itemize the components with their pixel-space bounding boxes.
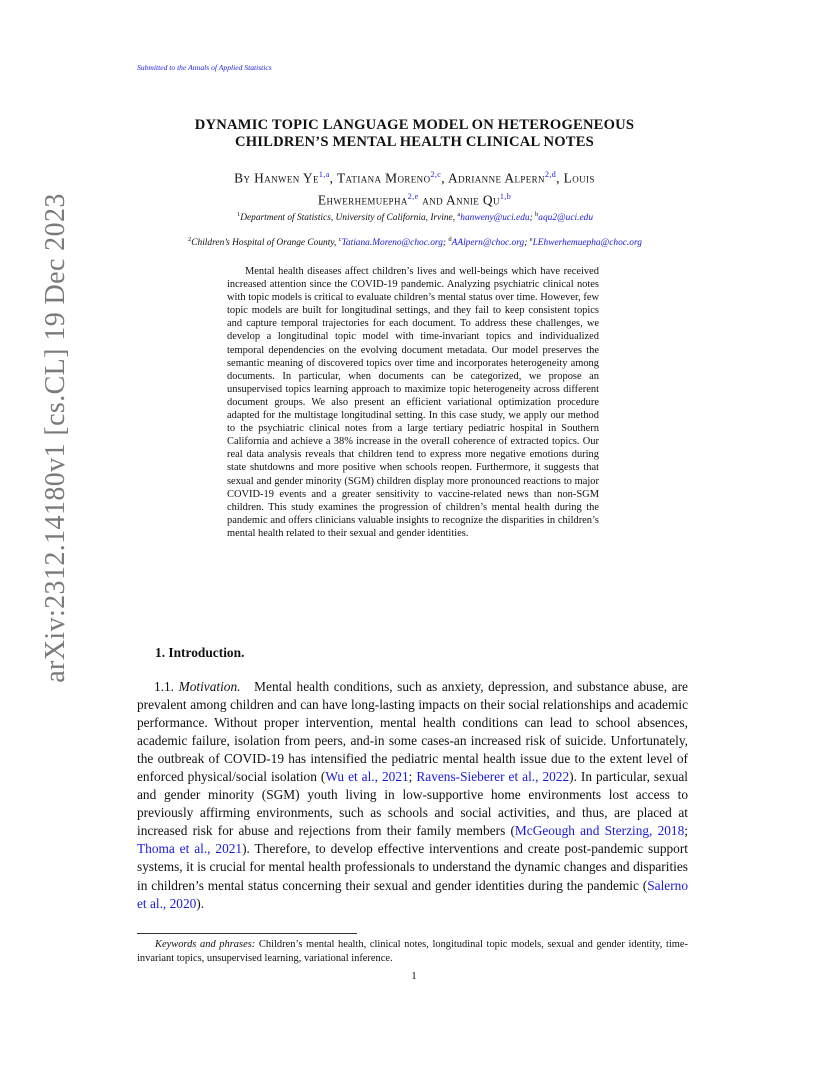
author-ehwerhemuepha-sup[interactable]: 2,e <box>407 192 419 202</box>
affil-2-num: 2 <box>188 236 192 243</box>
affil-2-sup-c: c <box>338 236 342 243</box>
citation-salerno-2020[interactable]: Salerno et al., 2020 <box>137 877 688 911</box>
intro-paragraph <box>137 678 688 913</box>
citation-sep-1: ; <box>408 769 417 785</box>
citation-ravens-sieberer-2022[interactable]: Ravens-Sieberer et al., 2022 <box>416 769 570 785</box>
affil-1-sup-a: a <box>457 211 461 218</box>
affiliation-2 <box>120 236 710 248</box>
affil-2-sep-2: ; <box>524 238 530 249</box>
section-heading-introduction: 1. Introduction. <box>155 645 245 660</box>
citation-thoma-2021[interactable]: Thoma et al., 2021 <box>137 841 243 857</box>
title-line-2: CHILDREN’S MENTAL HEALTH CLINICAL NOTES <box>235 134 594 150</box>
author-ehwerhemuepha: Ehwerhemuepha <box>317 192 408 208</box>
affil-1-sep: ; <box>529 213 536 224</box>
and-label: and <box>422 192 443 208</box>
author-ye-sup[interactable]: 1,a <box>318 170 330 179</box>
email-alpern[interactable]: AAlpern@choc.org <box>451 238 525 249</box>
subsection-title: Motivation. <box>178 679 241 694</box>
affil-2-sep-1: ; <box>442 238 449 249</box>
email-aqu2[interactable]: aqu2@uci.edu <box>538 213 594 224</box>
email-hanweny[interactable]: hanweny@uci.edu <box>460 213 530 224</box>
affil-1-num: 1 <box>236 211 241 218</box>
intro-text-4: ). <box>196 895 205 911</box>
author-ye: Hanwen Ye <box>254 170 319 186</box>
page-number: 1 <box>411 970 417 982</box>
author-list: By Hanwen Ye$^{1,a}$, Tatiana Moreno$^{2,c}$, Adrianne Alpern$^{2,d}$, Louis Ehwerhemuepha$^{2,e}$ and Annie Qu$^{1,b}$ <box>234 170 595 208</box>
affil-2-text: Children’s Hospital of Orange County, <box>191 238 339 249</box>
footnote-divider <box>137 933 357 934</box>
paper-title <box>137 117 692 151</box>
journal-header-note[interactable]: Submitted to the Annals of Applied Statistics <box>137 63 272 72</box>
author-qu-sup[interactable]: 1,b <box>499 192 512 202</box>
author-alpern: Adrianne Alpern <box>448 170 545 186</box>
title-line-1: DYNAMIC TOPIC LANGUAGE MODEL ON HETEROGENEOUS <box>194 117 635 133</box>
keywords-label: Keywords and phrases: <box>155 939 256 950</box>
keywords-text: Children’s mental health, clinical notes, longitudinal topic models, sexual and gender identity, time-invariant topics, unsupervised learning, variational inference. <box>137 939 688 964</box>
author-louis-first: Louis <box>563 170 595 186</box>
citation-sep-2: ; <box>684 823 688 839</box>
affil-1-sup-b: b <box>535 211 539 218</box>
author-moreno: Tatiana Moreno <box>336 170 431 186</box>
affiliation-1 <box>120 211 710 223</box>
email-ehwerhemuepha[interactable]: LEhwerhemuepha@choc.org <box>532 238 642 249</box>
author-alpern-sup[interactable]: 2,d <box>544 170 557 179</box>
affil-1-text: Department of Statistics, University of California, Irvine, <box>240 213 458 224</box>
abstract: Mental health diseases affect children’s lives and well-beings which have received increased attention since the COVID-19 pandemic. Analyzing psychiatric clinical notes with topic models is critical to evaluate children’s mental status over time. However, few topic models are built for longitudinal settings, and they fail to keep consistent topics and capture temporal trajectories for each document. To address these challenges, we develop a longitudinal topic model with time-invariant topics and individualized temporal dependencies on the evolving document metadata. Our model preserves the semantic meaning of discovered topics over time and incorporates heterogeneity among documents. In particular, when documents can be categorized, we propose an unsupervised topics learning approach to maximize topic heterogeneity across different document groups. We also present an efficient variational optimization procedure adapted for the multistage longitudinal setting. In this case study, we apply our method to the psychiatric clinical notes from a large tertiary pediatric hospital in Southern California and achieve a 38% increase in the overall coherence of extracted topics. Our real data analysis reveals that children tend to express more negative emotions during state shutdowns and more positive when schools reopen. Furthermore, it suggests that sexual and gender minority (SGM) children display more pronounced reactions to major COVID-19 events and a greater sensitivity to vaccine-related news than non-SGM children. This study examines the progression of children’s mental health during the pandemic and offers clinicians valuable insights to recognize the disparities in children’s mental health related to their sexual and gender identities. <box>227 266 599 539</box>
intro-text-3: ). Therefore, to develop effective interventions and create post-pandemic support systems, it is crucial for mental health professionals to understand the dynamic changes and disparities in children’s mental status concerning their sexual and gender identities during the pandemic ( <box>137 841 688 893</box>
keywords-footnote <box>137 938 688 966</box>
affil-2-sup-e: e <box>529 236 533 243</box>
intro-text-2: ). In particular, sexual and gender minority (SGM) youth living in low-supportive home environments lost access to previously affirming environments, such as schools and social activities, and thus, are placed at increased risk for abuse and rejections from their family members ( <box>137 769 689 839</box>
affil-2-sup-d: d <box>448 236 452 243</box>
citation-wu-2021[interactable]: Wu et al., 2021 <box>325 769 409 785</box>
author-qu: Annie Qu <box>446 192 500 208</box>
intro-text-1: Mental health conditions, such as anxiety, depression, and substance abuse, are prevalent among children and can have long-lasting impacts on their social relationships and academic performance. Without proper intervention, mental health conditions can lead to school absences, academic failure, isolation from peers, and-in some cases-an increased risk of suicide. Unfortunately, the outbreak of COVID-19 has intensified the pediatric mental health issue due to the extent level of enforced physical/social isolation ( <box>137 679 688 785</box>
by-label: By <box>234 170 251 186</box>
subsection-number: 1.1. <box>154 679 175 694</box>
author-moreno-sup[interactable]: 2,c <box>430 170 442 179</box>
email-moreno[interactable]: Tatiana.Moreno@choc.org <box>341 238 443 249</box>
citation-mcgeough-2018[interactable]: McGeough and Sterzing, 2018 <box>514 823 685 839</box>
arxiv-identifier[interactable]: arXiv:2312.14180v1 [cs.CL] 19 Dec 2023 <box>40 193 71 683</box>
